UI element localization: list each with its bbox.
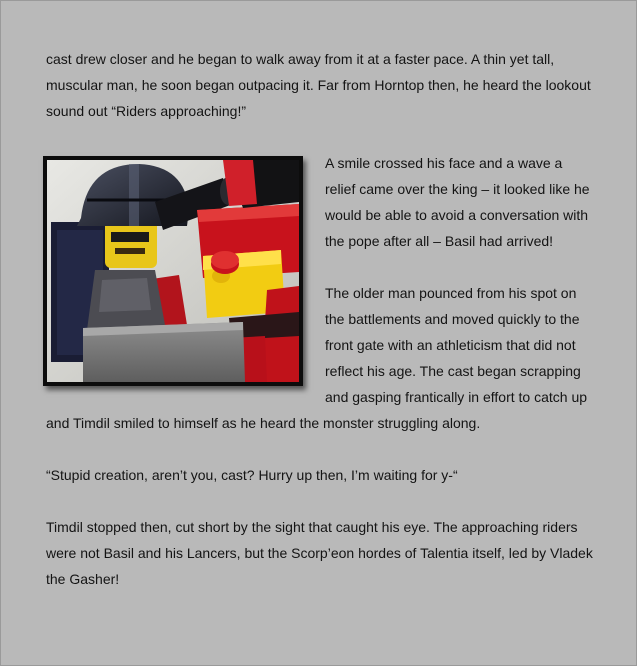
paragraph-3: The older man pounced from his spot on the battlements and moved quickly to the front gate with an athleticism that did not reflect his age. The cast began scrapping and gasping frantically in effort to catch up and Timdil smiled to himself as he heard the monster struggling along. [46,285,588,431]
paragraph-5: Timdil stopped then, cut short by the sight that caught his eye. The approaching riders were not Basil and his Lancers, but the Scorp’eon hordes of Talentia itself, led by Vladek the Gasher! [46,519,593,587]
lego-knight-photo [43,156,303,386]
paragraph-2: A smile crossed his face and a wave a relief came over the king – it looked like he would be able to avoid a conversation with the pope after all – Basil had arrived! [325,155,590,249]
photo-illustration [47,160,299,382]
paragraph-1: cast drew closer and he began to walk away from it at a faster pace. A thin yet tall, muscular man, he soon began outpacing it. Far from Horntop then, he heard the lookout sound out “Riders approaching!” [46,51,591,119]
paragraph-4: “Stupid creation, aren’t you, cast? Hurry up then, I’m waiting for y-“ [46,467,458,483]
story-text [46,46,594,618]
